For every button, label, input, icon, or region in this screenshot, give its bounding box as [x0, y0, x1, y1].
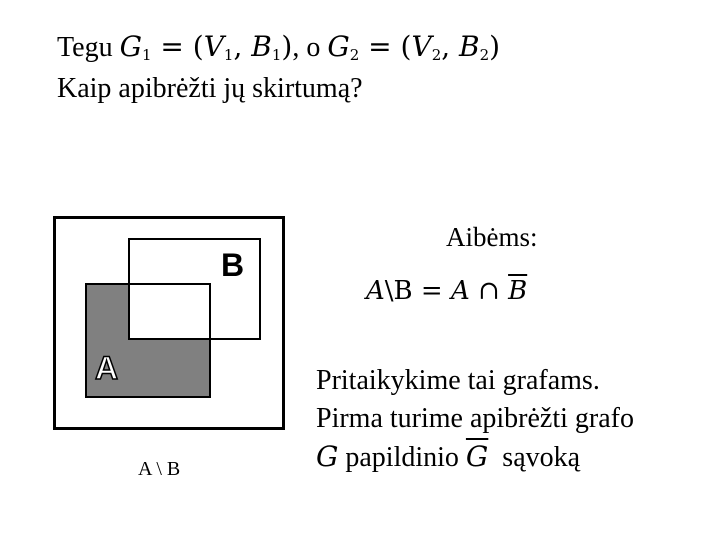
g2-index: 2 — [349, 46, 360, 64]
set-b-label: B — [221, 247, 245, 283]
g1-def-open: = ( — [151, 30, 204, 63]
graph-complement-symbol: $\overline{G}$ — [465, 440, 489, 473]
g2-def-close: ) — [489, 30, 501, 63]
graph-g1-definition — [120, 30, 293, 63]
set-difference-formula — [366, 276, 527, 306]
g2-symbol: G — [327, 30, 350, 63]
title-line-1 — [57, 30, 500, 72]
title-connector: , o — [292, 32, 328, 63]
g1-def-sep: , — [233, 30, 252, 63]
formula-intersection: ∩ — [469, 276, 509, 306]
body-line-1: Pritaikykime tai grafams. — [316, 365, 600, 396]
formula-b-complement: $\overline{B}$ — [508, 276, 528, 306]
g1-index: 1 — [141, 46, 152, 64]
body-line-3-end: sąvoką — [488, 442, 581, 473]
intersection-rect — [129, 284, 210, 339]
formula-difference: \B = — [384, 276, 451, 306]
v1-index: 1 — [223, 46, 234, 64]
set-a-label: A — [95, 350, 119, 386]
b1-symbol: B — [251, 30, 272, 63]
g2-def-open: = ( — [359, 30, 412, 63]
body-line-3-middle: papildinio — [338, 442, 466, 473]
graph-g-symbol: G — [316, 440, 339, 473]
sets-label: Aibėms: — [446, 222, 538, 252]
graph-g2-definition — [327, 30, 500, 63]
body-line-2: Pirma turime apibrėžti grafo — [316, 403, 634, 434]
body-line-3 — [316, 440, 580, 475]
v2-symbol: V — [411, 30, 432, 63]
b2-index: 2 — [479, 46, 490, 64]
b1-index: 1 — [271, 46, 282, 64]
b2-symbol: B — [459, 30, 480, 63]
g1-def-close: ) — [281, 30, 293, 63]
g2-def-sep: , — [441, 30, 460, 63]
set-difference-diagram — [53, 216, 285, 430]
v2-index: 2 — [431, 46, 442, 64]
v1-symbol: V — [203, 30, 224, 63]
title-prefix: Tegu — [57, 32, 113, 63]
formula-a: A — [366, 276, 385, 306]
title-question: Kaip apibrėžti jų skirtumą? — [57, 73, 363, 104]
diagram-caption: A \ B — [138, 458, 181, 480]
formula-a-second: A — [450, 276, 470, 306]
g1-symbol: G — [119, 30, 142, 63]
